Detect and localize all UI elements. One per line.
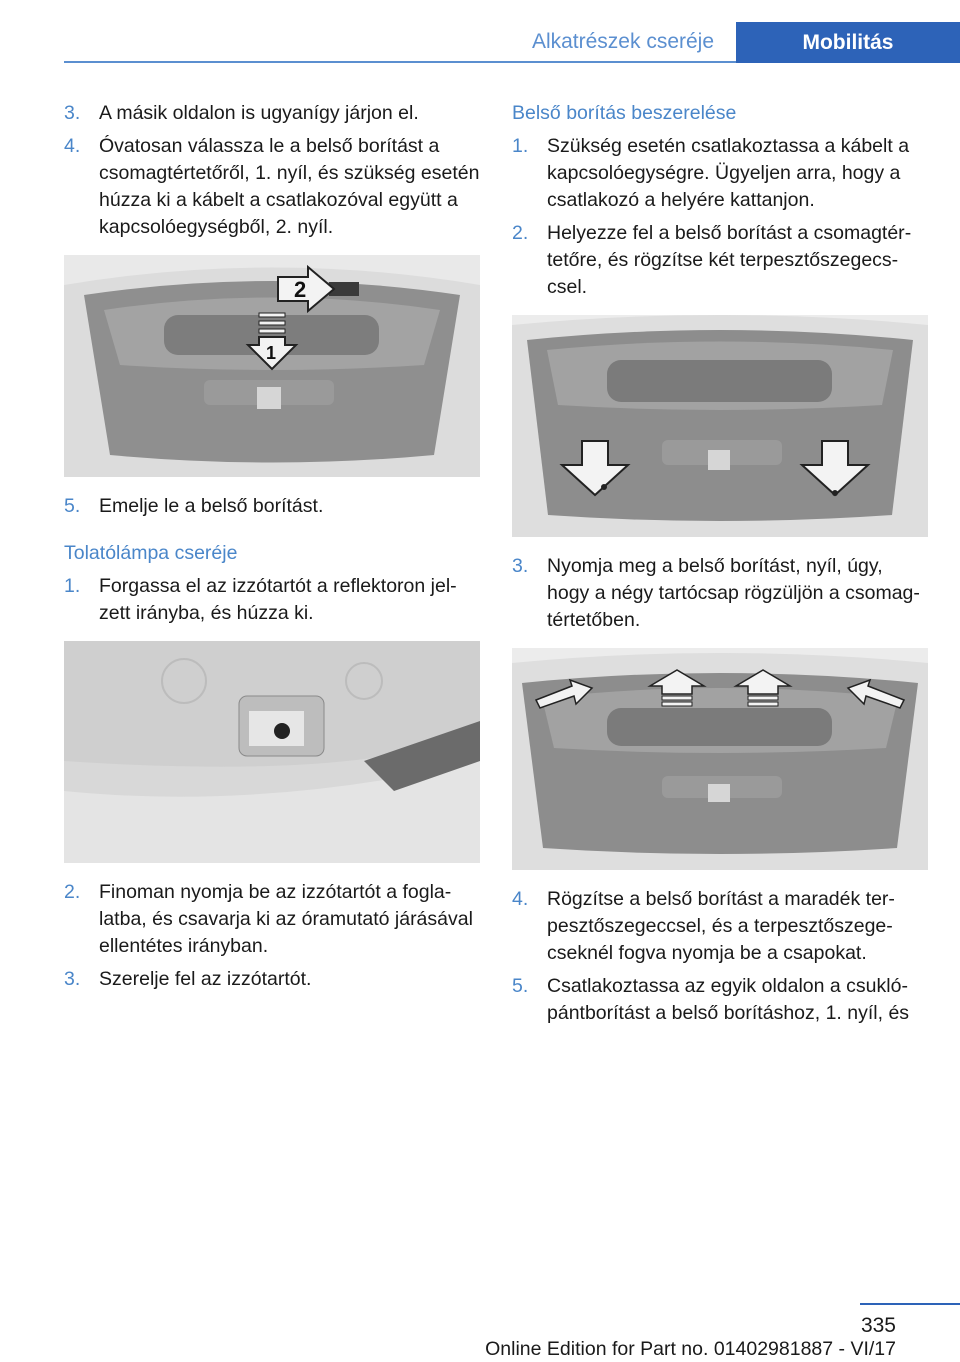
step-number: 1.: [64, 575, 81, 597]
section-heading: Tolatólámpa cseréje: [64, 542, 238, 564]
step-number: 2.: [512, 222, 529, 244]
step-text: Finoman nyomja be az izzótartót a foglalatba, és csavarja ki az óramutató járásával ellentétes irányban.: [99, 881, 473, 957]
chapter-tab[interactable]: Mobilitás: [736, 22, 960, 63]
step-text: Óvatosan válassza le a belső borítást a csomagtértetőről, 1. nyíl, és szükség esetén húzza ki a kábelt a csatlakozóval együtt a kapcsolóegységből, 2. nyíl.: [99, 135, 480, 238]
step-item: [512, 220, 928, 301]
step-number: 2.: [64, 881, 81, 903]
step-number: 4.: [64, 135, 81, 157]
step-text: A másik oldalon is ugyanígy járjon el.: [99, 102, 419, 124]
left-column: [64, 100, 480, 999]
step-text: Szerelje fel az izzótartót.: [99, 968, 312, 990]
page-number: 335: [860, 1314, 896, 1337]
step-text: Csatlakoztassa az egyik oldalon a csuklópántborítást a belső borításhoz, 1. nyíl, és: [547, 975, 910, 1024]
trim-install-illustration: [512, 315, 928, 537]
step-number: 3.: [512, 555, 529, 577]
step-item: [512, 973, 928, 1027]
step-number: 3.: [64, 102, 81, 124]
step-text: Rögzítse a belső borítást a maradék terpesztőszegeccsel, és a terpesztőszegecseknél fogva nyomja be a csapokat.: [547, 888, 895, 964]
step-item: [64, 133, 480, 241]
step-item: [64, 573, 480, 627]
footer-rule: [860, 1303, 960, 1305]
step-text: Forgassa el az izzótartót a reflektoron jelzett irányba, és húzza ki.: [99, 575, 457, 624]
step-number: 4.: [512, 888, 529, 910]
step-text: Emelje le a belső borítást.: [99, 495, 324, 517]
step-item: [512, 886, 928, 967]
trunk-lid-removal-illustration: [64, 255, 480, 477]
step-number: 5.: [512, 975, 529, 997]
section-heading: Belső borítás beszerelése: [512, 102, 737, 124]
step-text: Nyomja meg a belső borítást, nyíl, úgy, hogy a négy tartócsap rögzüljön a csomagtértetőben.: [547, 555, 920, 631]
step-item: [64, 493, 480, 520]
right-column: [512, 100, 928, 1033]
step-number: 1.: [512, 135, 529, 157]
section-tab[interactable]: Alkatrészek cseréje: [531, 30, 715, 53]
step-item: [64, 966, 480, 993]
step-number: 5.: [64, 495, 81, 517]
edition-note: Online Edition for Part no. 01402981887 - VI/17: [485, 1338, 896, 1360]
step-text: Szükség esetén csatlakoztassa a kábelt a kapcsolóegységre. Ügyeljen arra, hogy a csatlakozó a helyére kattanjon.: [547, 135, 910, 211]
figure-label: 2: [294, 277, 307, 302]
figure-label: 1: [266, 343, 277, 363]
step-text: Helyezze fel a belső borítást a csomagtértetőre, és rögzítse két terpesztőszegecscsel.: [547, 222, 912, 298]
step-item: [64, 100, 480, 127]
step-item: [512, 553, 928, 634]
step-item: [64, 879, 480, 960]
step-item: [512, 133, 928, 214]
reversing-lamp-illustration: [64, 641, 480, 863]
step-number: 3.: [64, 968, 81, 990]
retaining-pins-illustration: [512, 648, 928, 870]
